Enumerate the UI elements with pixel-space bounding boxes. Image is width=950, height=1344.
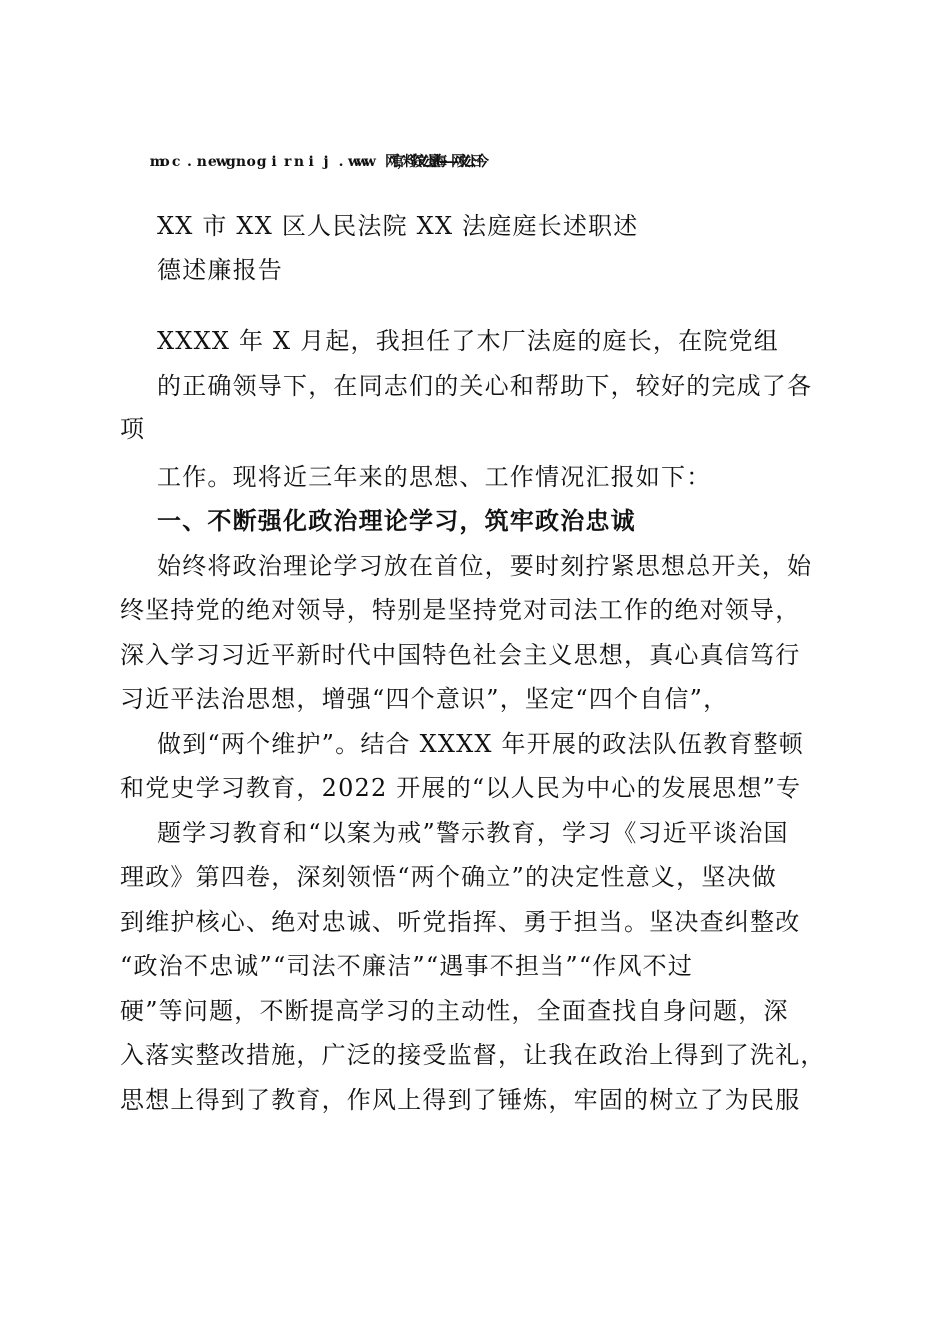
section-1-line: 理政》第四卷，深刻领悟“两个确立”的决定性意义，坚决做 <box>120 863 777 891</box>
intro-line-2: 的正确领导下，在同志们的关心和帮助下，较好的完成了各 <box>157 372 813 400</box>
section-1-line: 到维护核心、绝对忠诚、听党指挥、勇于担当。坚决查纠整改 <box>120 908 801 936</box>
section-1-line: 思想上得到了教育，作风上得到了锤炼，牢固的树立了为民服 <box>120 1086 801 1114</box>
document-title-line-1: XX 市 XX 区人民法院 XX 法庭庭长述职述 <box>157 212 639 240</box>
section-1-line: 终坚持党的绝对领导，特别是坚持党对司法工作的绝对领导， <box>120 596 801 624</box>
section-1-heading: 一、不断强化政治理论学习，筑牢政治忠诚 <box>157 506 636 535</box>
document-title-line-2: 德述廉报告 <box>157 256 283 284</box>
section-1-line: “政治不忠诚”“司法不廉洁”“遇事不担当”“作风不过 <box>120 952 694 980</box>
intro-line-1: XXXX 年 X 月起，我担任了木厂法庭的庭长，在院党组 <box>157 327 779 355</box>
intro-line-4: 工作。现将近三年来的思想、工作情况汇报如下： <box>157 463 712 491</box>
section-1-line: 做到“两个维护”。结合 XXXX 年开展的政法队伍教育整顿 <box>157 730 804 758</box>
section-1-line: 习近平法治思想，增强“四个意识”，坚定“四个自信”， <box>120 685 729 713</box>
intro-line-3: 项 <box>120 415 146 443</box>
section-1-line: 硬”等问题，不断提高学习的主动性，全面查找自身问题，深 <box>120 997 789 1025</box>
section-1-line: 深入学习习近平新时代中国特色社会主义思想，真心真信笃行 <box>120 641 801 669</box>
section-1-line: 题学习教育和“以案为戒”警示教育，学习《习近平谈治国 <box>157 819 789 847</box>
section-1-line: 入落实整改措施，广泛的接受监督，让我在政治上得到了洗礼， <box>120 1041 826 1069</box>
section-1-line: 始终将政治理论学习放在首位，要时刻拧紧思想总开关，始 <box>157 552 813 580</box>
site-header-title <box>0 142 950 182</box>
section-1-line: 和党史学习教育，2022 开展的“以人民为中心的发展思想”专 <box>120 774 802 802</box>
